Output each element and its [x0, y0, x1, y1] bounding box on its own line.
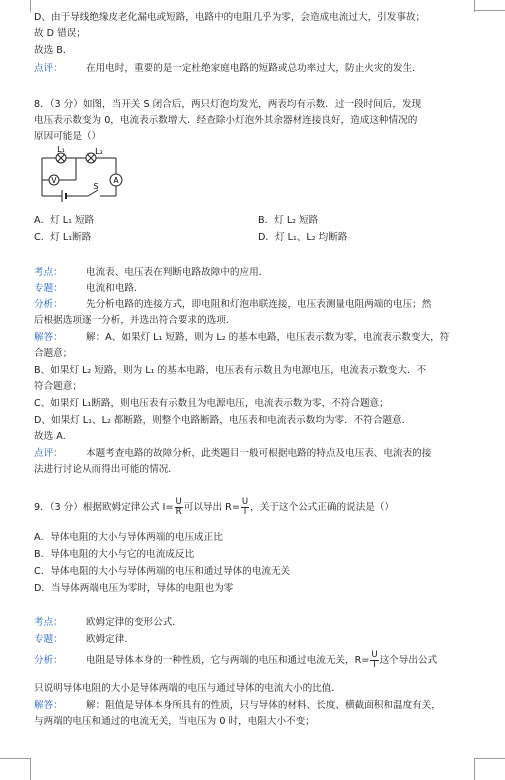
q9-jieda-line1 [34, 699, 441, 712]
q8-stem-line3: 原因可能是（） [34, 131, 102, 142]
q9-option-c: C．导体电阻的大小与导体两端的电压和通过导体的电流无关 [34, 566, 291, 577]
q9-stem-part3: ，关于这个公式正确的说法是（） [250, 502, 395, 513]
jieda-label: 解答： [34, 332, 63, 343]
q8-jieda-line2: 合题意； [34, 348, 73, 359]
q9-kaodian [34, 616, 182, 629]
label-voltmeter: V [51, 176, 57, 185]
q8-jieda-line3: B、如果灯 L₂ 短路，则为 L₁ 的基本电路，电压表有示数且为电源电压，电流表示数变大．不 [34, 365, 427, 376]
prev-comment [34, 62, 422, 75]
fraction-u-over-i [370, 651, 378, 670]
zhuanti-label: 专题： [34, 283, 63, 294]
q9-fenxi-line1 [34, 650, 437, 672]
fenxi-text-part2: 这个导出公式 [379, 655, 438, 666]
label-ammeter: A [113, 176, 119, 185]
zhuanti-text: 电流和电路． [86, 283, 144, 294]
label-switch: S [93, 182, 99, 191]
fraction-u-over-i [241, 498, 249, 517]
jieda-text: 解：A、如果灯 L₁ 短路，则为 L₂ 的基本电路，电压表示数为零，电流表示数变大，符 [86, 332, 450, 343]
zhuanti-text: 欧姆定律． [86, 634, 134, 645]
q8-fenxi-line2: 后根据选项逐一分析，并选出符合要求的选项． [34, 315, 236, 326]
frac-num: U [175, 496, 182, 507]
q9-fenxi-line2: 只说明导体电阻的大小是导体两端的电压与通过导体的电流大小的比值． [34, 683, 341, 694]
dianping-text: 本题考查电路的故障分析，此类题目一般可根据电路的特点及电压表、电流表的接 [86, 448, 432, 459]
fenxi-label: 分析： [34, 299, 63, 310]
q9-zhuanti [34, 633, 134, 646]
frac-num: U [241, 496, 249, 507]
zhuanti-label: 专题： [34, 634, 63, 645]
crop-mark [30, 758, 31, 780]
q8-option-d: D．灯 L₁、L₂ 均断路 [258, 232, 348, 243]
q8-stem-line2: 电压表示数变为 0，电流表示数增大．经查除小灯泡外其余器材连接良好，造成这种情况的 [34, 115, 418, 126]
q9-jieda-line2: 与两端的电压和通过的电流无关，当电压为 0 时，电阻大小不变； [34, 716, 315, 727]
q8-jieda-line4: 符合题意； [34, 381, 82, 392]
q8-dianping-line1 [34, 447, 431, 460]
q8-jieda-line5: C、如果灯 L₁断路，则电压表有示数且为电源电压，电流表示数为零，不符合题意； [34, 398, 389, 409]
kaodian-label: 考点： [34, 617, 63, 628]
fenxi-text: 先分析电路的连接方式，即电阻和灯泡串联连接，电压表测量电阻两端的电压；然 [86, 299, 432, 310]
crop-mark [30, 0, 31, 12]
circuit-diagram [36, 146, 134, 204]
fraction-u-over-r [175, 498, 183, 517]
q9-stem-part1: 9．（3 分）根据欧姆定律公式 I= [34, 502, 174, 513]
q8-fenxi-line1 [34, 298, 431, 311]
prev-option-d-line2: 故 D 错误； [34, 28, 86, 39]
q8-zhuanti [34, 282, 144, 295]
kaodian-label: 考点： [34, 267, 63, 278]
q8-option-a: A．灯 L₁ 短路 [34, 215, 95, 226]
crop-mark [474, 10, 505, 11]
label-l2: L₂ [95, 147, 103, 156]
comment-text: 在用电时，重要的是一定杜绝家庭电路的短路或总功率过大，防止火灾的发生． [86, 63, 422, 74]
q9-option-b: B．导体电阻的大小与它的电流成反比 [34, 549, 195, 560]
frac-den: R [175, 506, 182, 517]
crop-mark [474, 758, 505, 759]
q8-stem-line1: 8．（3 分）如图，当开关 S 闭合后，两只灯泡均发光，两表均有示数．过一段时间后，发现 [34, 99, 422, 110]
q8-kaodian [34, 266, 268, 279]
q9-option-d: D．当导体两端电压为零时，导体的电阻也为零 [34, 583, 234, 594]
crop-mark [474, 758, 475, 780]
q8-option-b: B．灯 L₂ 短路 [258, 215, 319, 226]
prev-answer: 故选 B． [34, 45, 73, 56]
q8-answer: 故选 A． [34, 431, 73, 442]
label-l1: L₁ [57, 146, 65, 154]
comment-label: 点评： [34, 63, 63, 74]
kaodian-text: 电流表、电压表在判断电路故障中的应用． [86, 267, 269, 278]
crop-mark [0, 758, 31, 759]
q8-option-c: C．灯 L₁断路 [34, 232, 92, 243]
frac-den: I [373, 659, 376, 670]
q8-jieda-line1 [34, 331, 449, 344]
q9-stem-part2: 可以导出 R= [183, 502, 240, 513]
q9-stem [34, 497, 394, 519]
jieda-text: 解：阻值是导体本身所具有的性质，只与导体的材料、长度、横截面积和温度有关， [86, 700, 441, 711]
fenxi-text-part1: 电阻是导体本身的一种性质，它与两端的电压和通过电流无关，R= [86, 655, 370, 666]
prev-option-d-line1: D、由于导线绝缘皮老化漏电或短路，电路中的电阻几乎为零，会造成电流过大，引发事故； [34, 12, 426, 23]
q8-jieda-line6: D、如果灯 L₁、L₂ 都断路，则整个电路断路，电压表和电流表示数均为零．不符合题意． [34, 415, 412, 426]
jieda-label: 解答： [34, 700, 63, 711]
frac-num: U [371, 649, 378, 660]
fenxi-label: 分析： [34, 655, 63, 666]
frac-den: I [243, 506, 247, 517]
dianping-label: 点评： [34, 448, 63, 459]
kaodian-text: 欧姆定律的变形公式． [86, 617, 182, 628]
q9-option-a: A．导体电阻的大小与导体两端的电压成正比 [34, 532, 223, 543]
q8-dianping-line2: 法进行讨论从而得出可能的情况． [34, 464, 178, 475]
